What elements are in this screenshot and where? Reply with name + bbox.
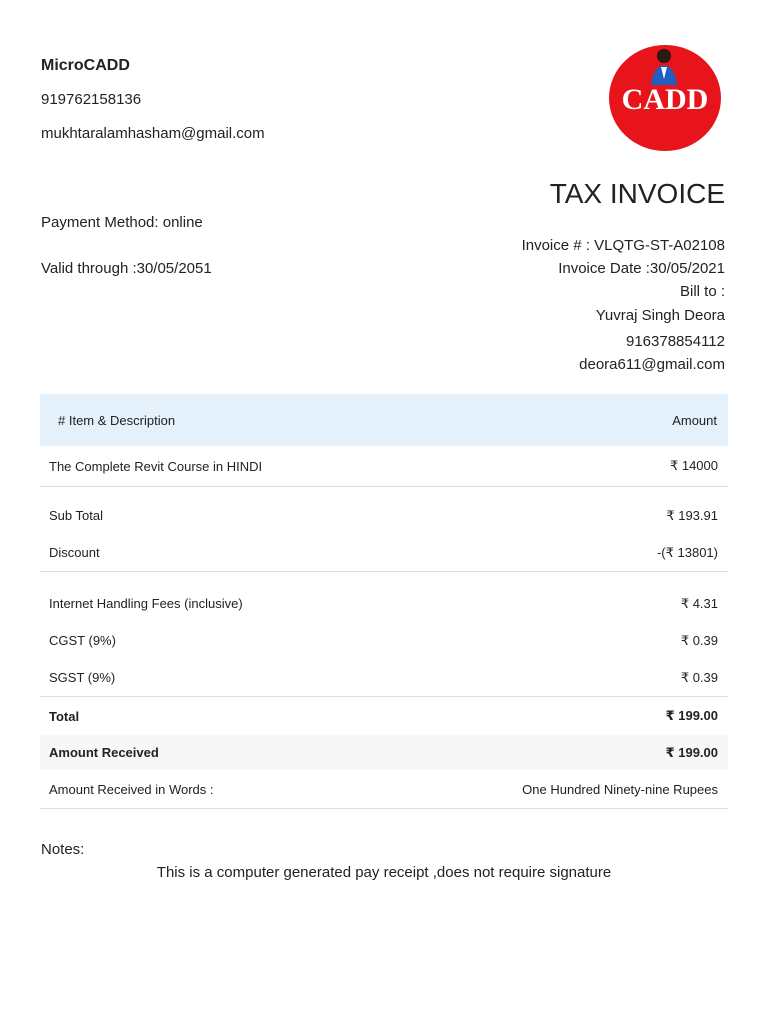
discount-row xyxy=(40,534,728,571)
handling-label: Internet Handling Fees (inclusive) xyxy=(49,596,243,611)
company-phone: 919762158136 xyxy=(41,91,142,108)
logo-text: CADD xyxy=(621,83,709,116)
amount-words-value: One Hundred Ninety-nine Rupees xyxy=(522,781,718,797)
amount-received-label: Amount Received xyxy=(49,745,159,760)
table-row xyxy=(40,446,728,486)
sgst-row xyxy=(40,659,728,696)
header-amount: Amount xyxy=(672,412,717,428)
valid-through: Valid through :30/05/2051 xyxy=(41,260,212,277)
bill-to-name: Yuvraj Singh Deora xyxy=(595,307,725,324)
bill-to-phone: 916378854112 xyxy=(626,333,725,350)
amount-words-label: Amount Received in Words : xyxy=(49,781,214,797)
amount-received-row xyxy=(40,735,728,770)
bill-to-label: Bill to : xyxy=(679,283,725,300)
discount-value: -(₹ 13801) xyxy=(656,544,718,560)
table-header xyxy=(40,394,728,446)
divider xyxy=(40,571,728,585)
company-logo xyxy=(609,45,721,151)
amount-received-value: ₹ 199.00 xyxy=(665,744,718,760)
handling-row xyxy=(40,585,728,622)
cgst-row xyxy=(40,622,728,659)
discount-label: Discount xyxy=(49,545,100,560)
invoice-table xyxy=(40,394,728,809)
invoice-number: Invoice # : VLQTG-ST-A02108 xyxy=(521,237,725,254)
item-amount: ₹ 14000 xyxy=(669,458,718,473)
notes-text: This is a computer generated pay receipt ,does not require signature xyxy=(156,864,612,881)
bill-to-email: deora611@gmail.com xyxy=(579,356,725,373)
payment-method: Payment Method: online xyxy=(41,214,203,231)
invoice-title: TAX INVOICE xyxy=(549,178,725,209)
subtotal-value: ₹ 193.91 xyxy=(666,507,718,523)
total-value: ₹ 199.00 xyxy=(665,708,718,723)
amount-words-row xyxy=(40,770,728,809)
cgst-label: CGST (9%) xyxy=(49,633,116,648)
cgst-value: ₹ 0.39 xyxy=(680,632,718,648)
total-label: Total xyxy=(49,708,80,724)
sgst-value: ₹ 0.39 xyxy=(680,669,718,685)
company-name: MicroCADD xyxy=(41,57,130,74)
sgst-label: SGST (9%) xyxy=(49,670,116,685)
total-row xyxy=(40,696,728,735)
header-item: # Item & Description xyxy=(58,412,176,428)
divider xyxy=(40,486,728,497)
invoice-date: Invoice Date :30/05/2021 xyxy=(558,260,725,277)
subtotal-label: Sub Total xyxy=(49,508,103,523)
handling-value: ₹ 4.31 xyxy=(680,595,718,611)
subtotal-row xyxy=(40,497,728,534)
item-description: The Complete Revit Course in HINDI xyxy=(49,458,263,474)
notes-label: Notes: xyxy=(41,841,85,858)
company-email: mukhtaralamhasham@gmail.com xyxy=(41,125,265,142)
